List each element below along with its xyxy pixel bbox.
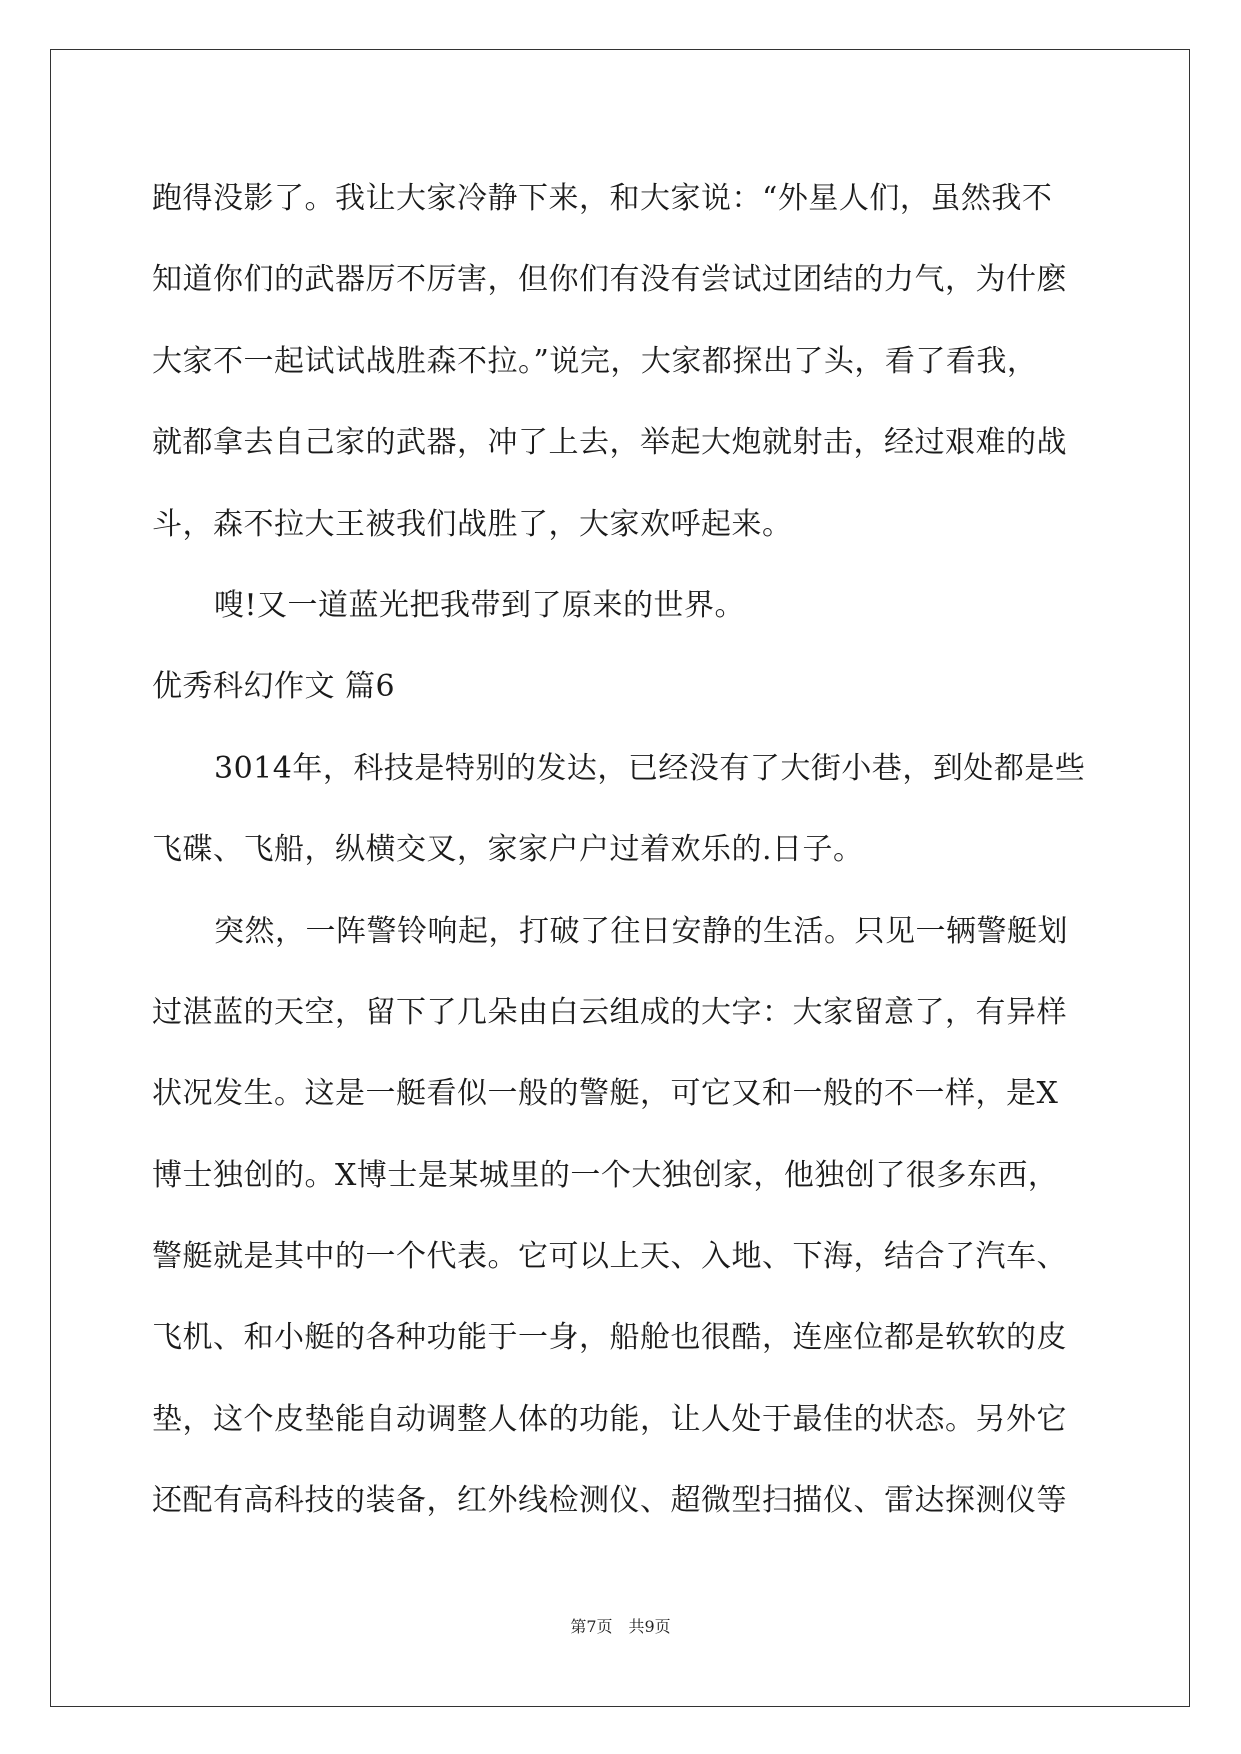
page-footer — [0, 1617, 1241, 1637]
paragraph-line: 过湛蓝的天空，留下了几朵由白云组成的大字：大家留意了，有异样 — [152, 994, 1067, 1030]
paragraph-line: 飞碟、飞船，纵横交叉，家家户户过着欢乐的.日子。 — [152, 832, 864, 868]
section-heading: 优秀科幻作文 篇6 — [152, 669, 396, 705]
paragraph-line: 突然，一阵警铃响起，打破了往日安静的生活。只见一辆警艇划 — [214, 913, 1068, 949]
paragraph-line: 博士独创的。X博士是某城里的一个大独创家，他独创了很多东西， — [152, 1157, 1059, 1193]
paragraph-line: 3014年，科技是特别的发达，已经没有了大街小巷，到处都是些 — [214, 750, 1086, 786]
paragraph-line: 状况发生。这是一艇看似一般的警艇，可它又和一般的不一样，是X — [152, 1076, 1059, 1112]
page-total: 共9页 — [628, 1617, 671, 1636]
paragraph-line: 还配有高科技的装备，红外线检测仪、超微型扫描仪、雷达探测仪等 — [152, 1483, 1067, 1519]
paragraph-line: 斗，森不拉大王被我们战胜了，大家欢呼起来。 — [152, 506, 793, 542]
paragraph-line: 警艇就是其中的一个代表。它可以上天、入地、下海，结合了汽车、 — [152, 1239, 1067, 1275]
document-body — [152, 158, 1088, 1542]
paragraph-line: 飞机、和小艇的各种功能于一身，船舱也很酷，连座位都是软软的皮 — [152, 1320, 1067, 1356]
paragraph-line: 知道你们的武器厉不厉害，但你们有没有尝试过团结的力气，为什麽 — [152, 262, 1067, 298]
paragraph-line: 跑得没影了。我让大家冷静下来，和大家说：“外星人们，虽然我不 — [152, 181, 1053, 216]
paragraph-line: 就都拿去自己家的武器，冲了上去，举起大炮就射击，经过艰难的战 — [152, 425, 1067, 461]
paragraph-line: 垫，这个皮垫能自动调整人体的功能，让人处于最佳的状态。另外它 — [152, 1401, 1067, 1437]
paragraph-line: 大家不一起试试战胜森不拉。”说完，大家都探出了头，看了看我， — [152, 343, 1038, 379]
paragraph-line: 嗖!又一道蓝光把我带到了原来的世界。 — [214, 587, 746, 623]
page-number: 第7页 — [570, 1617, 613, 1636]
